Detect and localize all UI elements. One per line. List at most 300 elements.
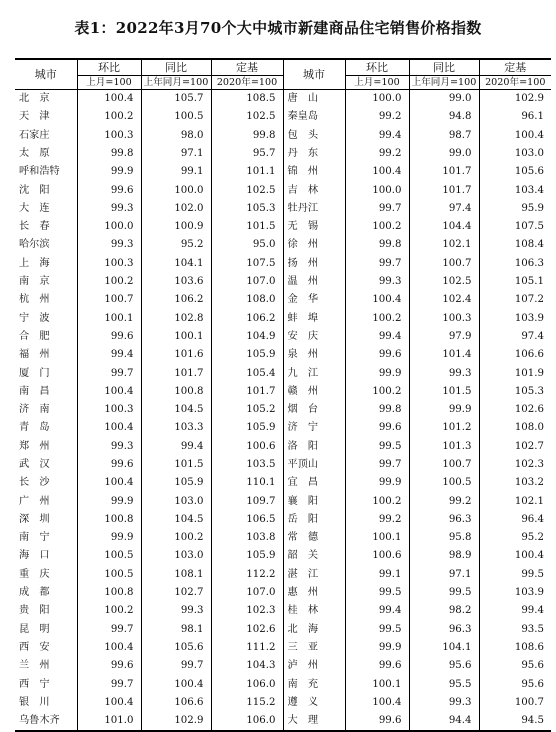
cell-city-left: 西 安: [19, 641, 50, 653]
cell-fixed-right: 101.9: [479, 364, 551, 382]
cell-city-right: 韶 关: [283, 547, 345, 565]
cell-mom-right: 99.3: [345, 273, 409, 291]
cell-city-left: 石家庄: [19, 129, 50, 141]
header-yoy-base-right: 上年同月=100: [409, 76, 479, 90]
table-row: [15, 127, 551, 145]
cell-yoy-right: 102.4: [409, 291, 479, 309]
cell-fixed-left: 106.0: [211, 676, 283, 694]
cell-fixed-left: 104.9: [211, 328, 283, 346]
cell-mom-right: 99.2: [345, 511, 409, 529]
cell-city-right: 南 充: [283, 676, 345, 694]
cell-yoy-left: 108.1: [141, 566, 211, 584]
cell-fixed-right: 102.7: [479, 438, 551, 456]
table-row: [15, 108, 551, 126]
cell-yoy-left: 105.7: [141, 90, 211, 109]
cell-city-right: 蚌 埠: [283, 310, 345, 328]
cell-yoy-left: 97.1: [141, 145, 211, 163]
table-row: [15, 438, 551, 456]
cell-mom-left: 100.4: [77, 419, 141, 437]
cell-city-right: 岳 阳: [283, 511, 345, 529]
cell-city-right: 惠 州: [283, 584, 345, 602]
header-mom-right: 环比: [345, 59, 409, 76]
cell-yoy-left: 103.3: [141, 419, 211, 437]
cell-mom-left: 99.7: [77, 364, 141, 382]
cell-mom-right: 99.1: [345, 566, 409, 584]
cell-mom-right: 100.4: [345, 291, 409, 309]
cell-mom-right: 99.7: [345, 255, 409, 273]
cell-mom-left: 99.9: [77, 529, 141, 547]
cell-yoy-right: 95.6: [409, 657, 479, 675]
cell-city-right: 安 庆: [283, 328, 345, 346]
table-row: [15, 273, 551, 291]
cell-mom-left: 100.8: [77, 511, 141, 529]
cell-yoy-right: 97.1: [409, 566, 479, 584]
cell-yoy-left: 101.6: [141, 346, 211, 364]
cell-mom-left: 100.3: [77, 127, 141, 145]
cell-fixed-left: 102.5: [211, 108, 283, 126]
cell-fixed-right: 106.3: [479, 255, 551, 273]
cell-city-left: 成 都: [19, 587, 50, 599]
cell-mom-left: 99.4: [77, 346, 141, 364]
cell-city-right: 湛 江: [283, 566, 345, 584]
cell-city-left: 青 岛: [19, 422, 50, 434]
cell-fixed-right: 97.4: [479, 328, 551, 346]
cell-yoy-right: 94.8: [409, 108, 479, 126]
cell-yoy-right: 104.1: [409, 639, 479, 657]
header-mom-base-right: 上月=100: [345, 76, 409, 90]
cell-city-right: 大 理: [283, 712, 345, 731]
cell-fixed-right: 108.6: [479, 639, 551, 657]
cell-yoy-left: 99.7: [141, 657, 211, 675]
cell-fixed-left: 106.5: [211, 511, 283, 529]
cell-fixed-left: 102.6: [211, 621, 283, 639]
cell-mom-right: 99.5: [345, 584, 409, 602]
cell-mom-left: 100.4: [77, 90, 141, 109]
cell-fixed-right: 102.3: [479, 456, 551, 474]
cell-mom-right: 99.4: [345, 602, 409, 620]
cell-mom-right: 99.7: [345, 456, 409, 474]
cell-yoy-left: 100.5: [141, 108, 211, 126]
cell-mom-left: 101.0: [77, 712, 141, 731]
cell-city-right: 锦 州: [283, 163, 345, 181]
table-header: [15, 59, 551, 90]
cell-fixed-right: 95.6: [479, 657, 551, 675]
header-yoy-right: 同比: [409, 59, 479, 76]
cell-city-left: 杭 州: [19, 294, 50, 306]
cell-yoy-right: 100.5: [409, 474, 479, 492]
cell-mom-left: 99.3: [77, 236, 141, 254]
cell-mom-left: 99.7: [77, 676, 141, 694]
table-row: [15, 547, 551, 565]
cell-yoy-right: 94.4: [409, 712, 479, 731]
cell-fixed-left: 102.3: [211, 602, 283, 620]
cell-mom-left: 100.5: [77, 547, 141, 565]
table-row: [15, 694, 551, 712]
cell-fixed-right: 103.0: [479, 145, 551, 163]
cell-city-left: 兰 州: [19, 660, 50, 672]
header-yoy-left: 同比: [141, 59, 211, 76]
cell-mom-right: 100.2: [345, 383, 409, 401]
table-row: [15, 236, 551, 254]
cell-fixed-left: 105.4: [211, 364, 283, 382]
cell-yoy-right: 97.9: [409, 328, 479, 346]
cell-yoy-right: 95.8: [409, 529, 479, 547]
cell-fixed-right: 105.3: [479, 383, 551, 401]
cell-city-right: 常 德: [283, 529, 345, 547]
cell-fixed-left: 111.2: [211, 639, 283, 657]
table-row: [15, 346, 551, 364]
cell-yoy-right: 99.3: [409, 694, 479, 712]
cell-city-left: 济 南: [19, 404, 50, 416]
cell-mom-right: 100.4: [345, 163, 409, 181]
cell-city-right: 洛 阳: [283, 438, 345, 456]
cell-city-left: 贵 阳: [19, 605, 50, 617]
header-fixed-left: 定基: [211, 59, 283, 76]
cell-mom-right: 99.8: [345, 236, 409, 254]
cell-fixed-right: 100.4: [479, 127, 551, 145]
cell-yoy-left: 102.0: [141, 200, 211, 218]
table-row: [15, 383, 551, 401]
cell-mom-right: 99.6: [345, 657, 409, 675]
cell-mom-left: 100.3: [77, 401, 141, 419]
table-row: [15, 529, 551, 547]
cell-mom-left: 99.7: [77, 621, 141, 639]
cell-mom-right: 99.2: [345, 145, 409, 163]
cell-yoy-left: 100.0: [141, 181, 211, 199]
cell-fixed-left: 107.0: [211, 273, 283, 291]
cell-city-left: 南 昌: [19, 385, 50, 397]
cell-fixed-left: 105.9: [211, 547, 283, 565]
cell-yoy-left: 104.5: [141, 511, 211, 529]
cell-city-left: 长 春: [19, 221, 50, 233]
table-row: [15, 639, 551, 657]
cell-mom-left: 100.2: [77, 602, 141, 620]
cell-city-right: 金 华: [283, 291, 345, 309]
cell-city-left: 郑 州: [19, 440, 50, 452]
cell-yoy-right: 99.0: [409, 90, 479, 109]
cell-yoy-left: 102.7: [141, 584, 211, 602]
cell-mom-right: 99.4: [345, 127, 409, 145]
cell-mom-right: 99.6: [345, 712, 409, 731]
cell-fixed-left: 95.0: [211, 236, 283, 254]
cell-city-left: 西 宁: [19, 678, 50, 690]
cell-yoy-left: 100.2: [141, 529, 211, 547]
cell-yoy-right: 98.2: [409, 602, 479, 620]
cell-fixed-right: 105.1: [479, 273, 551, 291]
cell-yoy-right: 99.2: [409, 493, 479, 511]
cell-fixed-right: 100.4: [479, 547, 551, 565]
cell-mom-left: 100.5: [77, 566, 141, 584]
cell-mom-right: 100.1: [345, 529, 409, 547]
cell-yoy-right: 98.9: [409, 547, 479, 565]
cell-yoy-left: 103.0: [141, 547, 211, 565]
cell-fixed-right: 102.1: [479, 493, 551, 511]
cell-city-right: 泸 州: [283, 657, 345, 675]
cell-fixed-right: 99.5: [479, 566, 551, 584]
cell-fixed-left: 115.2: [211, 694, 283, 712]
cell-mom-right: 99.6: [345, 419, 409, 437]
cell-city-right: 宜 昌: [283, 474, 345, 492]
cell-mom-left: 99.6: [77, 181, 141, 199]
cell-mom-left: 99.3: [77, 438, 141, 456]
table-row: [15, 364, 551, 382]
cell-fixed-left: 107.0: [211, 584, 283, 602]
cell-mom-right: 99.2: [345, 108, 409, 126]
cell-mom-left: 100.2: [77, 273, 141, 291]
table-row: [15, 163, 551, 181]
cell-fixed-left: 101.1: [211, 163, 283, 181]
cell-mom-right: 99.9: [345, 474, 409, 492]
cell-city-right: 烟 台: [283, 401, 345, 419]
table-row: [15, 291, 551, 309]
cell-fixed-right: 105.6: [479, 163, 551, 181]
cell-city-left: 南 京: [19, 276, 50, 288]
cell-yoy-left: 99.4: [141, 438, 211, 456]
cell-city-right: 泉 州: [283, 346, 345, 364]
cell-city-left: 呼和浩特: [19, 166, 60, 178]
table-row: [15, 584, 551, 602]
cell-fixed-left: 105.9: [211, 346, 283, 364]
table-row: [15, 328, 551, 346]
cell-fixed-right: 106.6: [479, 346, 551, 364]
table-row: [15, 456, 551, 474]
cell-yoy-left: 102.9: [141, 712, 211, 731]
cell-mom-left: 99.6: [77, 456, 141, 474]
cell-yoy-right: 101.2: [409, 419, 479, 437]
cell-fixed-right: 94.5: [479, 712, 551, 731]
cell-yoy-left: 103.6: [141, 273, 211, 291]
header-fixed-base-right: 2020年=100: [479, 76, 551, 90]
cell-city-left: 哈尔滨: [19, 239, 50, 251]
cell-yoy-left: 101.5: [141, 456, 211, 474]
cell-yoy-right: 95.5: [409, 676, 479, 694]
cell-city-right: 唐 山: [283, 90, 345, 109]
cell-fixed-left: 99.8: [211, 127, 283, 145]
table-row: [15, 181, 551, 199]
cell-yoy-left: 105.9: [141, 474, 211, 492]
cell-city-right: 赣 州: [283, 383, 345, 401]
cell-mom-left: 99.9: [77, 493, 141, 511]
cell-yoy-right: 100.3: [409, 310, 479, 328]
cell-yoy-right: 100.7: [409, 255, 479, 273]
cell-fixed-left: 105.9: [211, 419, 283, 437]
cell-yoy-left: 99.3: [141, 602, 211, 620]
cell-city-left: 沈 阳: [19, 184, 50, 196]
cell-fixed-right: 96.4: [479, 511, 551, 529]
cell-city-left: 北 京: [19, 93, 50, 105]
cell-yoy-left: 106.2: [141, 291, 211, 309]
cell-mom-right: 100.2: [345, 493, 409, 511]
cell-mom-right: 99.6: [345, 346, 409, 364]
table-title: 表1：2022年3月70个大中城市新建商品住宅销售价格指数: [74, 19, 482, 37]
cell-city-left: 海 口: [19, 550, 50, 562]
cell-city-right: 温 州: [283, 273, 345, 291]
cell-fixed-left: 106.2: [211, 310, 283, 328]
table-row: [15, 511, 551, 529]
cell-mom-right: 99.7: [345, 200, 409, 218]
cell-city-left: 大 连: [19, 202, 50, 214]
cell-yoy-left: 100.4: [141, 676, 211, 694]
cell-city-left: 太 原: [19, 147, 50, 159]
cell-fixed-left: 107.5: [211, 255, 283, 273]
cell-fixed-left: 100.6: [211, 438, 283, 456]
table-row: [15, 474, 551, 492]
cell-fixed-right: 102.6: [479, 401, 551, 419]
cell-city-right: 平顶山: [283, 456, 345, 474]
cell-city-left: 厦 门: [19, 367, 50, 379]
table-row: [15, 676, 551, 694]
cell-mom-left: 100.4: [77, 639, 141, 657]
cell-city-right: 济 宁: [283, 419, 345, 437]
cell-fixed-right: 100.7: [479, 694, 551, 712]
cell-fixed-right: 107.5: [479, 218, 551, 236]
cell-yoy-left: 104.5: [141, 401, 211, 419]
table-body: [15, 90, 551, 732]
cell-mom-right: 99.8: [345, 401, 409, 419]
cell-city-right: 襄 阳: [283, 493, 345, 511]
cell-city-right: 吉 林: [283, 181, 345, 199]
cell-mom-left: 100.4: [77, 474, 141, 492]
cell-yoy-left: 104.1: [141, 255, 211, 273]
cell-fixed-left: 103.5: [211, 456, 283, 474]
cell-mom-right: 99.5: [345, 621, 409, 639]
cell-mom-right: 100.0: [345, 181, 409, 199]
table-row: [15, 602, 551, 620]
cell-yoy-right: 96.3: [409, 621, 479, 639]
cell-yoy-right: 100.7: [409, 456, 479, 474]
table-row: [15, 419, 551, 437]
cell-city-right: 遵 义: [283, 694, 345, 712]
cell-yoy-left: 101.7: [141, 364, 211, 382]
header-city-right: 城市: [283, 59, 345, 90]
cell-mom-right: 99.5: [345, 438, 409, 456]
cell-fixed-left: 103.8: [211, 529, 283, 547]
cell-mom-left: 99.6: [77, 657, 141, 675]
cell-mom-left: 99.3: [77, 200, 141, 218]
table-row: [15, 218, 551, 236]
cell-city-right: 丹 东: [283, 145, 345, 163]
cell-mom-left: 100.4: [77, 383, 141, 401]
cell-mom-left: 100.0: [77, 218, 141, 236]
cell-city-right: 包 头: [283, 127, 345, 145]
table-row: [15, 621, 551, 639]
cell-mom-right: 100.4: [345, 694, 409, 712]
header-mom-left: 环比: [77, 59, 141, 76]
cell-fixed-left: 95.7: [211, 145, 283, 163]
cell-fixed-left: 108.0: [211, 291, 283, 309]
table-row: [15, 401, 551, 419]
cell-yoy-right: 101.3: [409, 438, 479, 456]
cell-mom-left: 100.1: [77, 310, 141, 328]
cell-fixed-right: 103.9: [479, 584, 551, 602]
cell-city-left: 武 汉: [19, 458, 50, 470]
cell-fixed-left: 101.5: [211, 218, 283, 236]
header-mom-base-left: 上月=100: [77, 76, 141, 90]
cell-yoy-left: 100.1: [141, 328, 211, 346]
header-city-left: 城市: [15, 59, 77, 90]
cell-fixed-right: 95.6: [479, 676, 551, 694]
header-yoy-base-left: 上年同月=100: [141, 76, 211, 90]
cell-city-left: 合 肥: [19, 330, 50, 342]
cell-yoy-left: 98.0: [141, 127, 211, 145]
cell-fixed-right: 102.9: [479, 90, 551, 109]
cell-mom-left: 100.2: [77, 108, 141, 126]
cell-yoy-right: 99.0: [409, 145, 479, 163]
cell-mom-right: 99.9: [345, 364, 409, 382]
price-index-table: [15, 58, 551, 732]
cell-city-left: 重 庆: [19, 568, 50, 580]
cell-yoy-left: 95.2: [141, 236, 211, 254]
cell-yoy-left: 105.6: [141, 639, 211, 657]
cell-yoy-left: 98.1: [141, 621, 211, 639]
cell-yoy-right: 96.3: [409, 511, 479, 529]
cell-yoy-right: 101.4: [409, 346, 479, 364]
cell-mom-right: 99.9: [345, 639, 409, 657]
cell-yoy-right: 99.9: [409, 401, 479, 419]
table-row: [15, 200, 551, 218]
cell-yoy-left: 106.6: [141, 694, 211, 712]
table-row: [15, 493, 551, 511]
cell-yoy-right: 102.5: [409, 273, 479, 291]
cell-yoy-right: 101.7: [409, 163, 479, 181]
cell-fixed-right: 103.9: [479, 310, 551, 328]
table-row: [15, 255, 551, 273]
cell-mom-right: 99.4: [345, 328, 409, 346]
cell-yoy-right: 97.4: [409, 200, 479, 218]
cell-fixed-left: 106.0: [211, 712, 283, 731]
cell-city-left: 南 宁: [19, 532, 50, 544]
cell-fixed-right: 108.0: [479, 419, 551, 437]
cell-yoy-left: 103.0: [141, 493, 211, 511]
cell-fixed-right: 108.4: [479, 236, 551, 254]
table-row: [15, 310, 551, 328]
cell-fixed-left: 110.1: [211, 474, 283, 492]
cell-fixed-right: 103.4: [479, 181, 551, 199]
cell-yoy-left: 100.9: [141, 218, 211, 236]
cell-mom-right: 100.2: [345, 310, 409, 328]
cell-fixed-left: 112.2: [211, 566, 283, 584]
cell-city-right: 桂 林: [283, 602, 345, 620]
cell-fixed-left: 104.3: [211, 657, 283, 675]
cell-yoy-right: 101.5: [409, 383, 479, 401]
cell-yoy-right: 99.5: [409, 584, 479, 602]
cell-city-right: 徐 州: [283, 236, 345, 254]
cell-yoy-right: 102.1: [409, 236, 479, 254]
cell-city-left: 深 圳: [19, 513, 50, 525]
cell-city-left: 广 州: [19, 495, 50, 507]
cell-mom-right: 100.6: [345, 547, 409, 565]
cell-yoy-left: 100.8: [141, 383, 211, 401]
cell-city-left: 宁 波: [19, 312, 50, 324]
cell-city-left: 天 津: [19, 111, 50, 123]
cell-fixed-left: 105.3: [211, 200, 283, 218]
header-fixed-right: 定基: [479, 59, 551, 76]
cell-yoy-right: 99.3: [409, 364, 479, 382]
cell-fixed-right: 99.4: [479, 602, 551, 620]
cell-mom-left: 99.8: [77, 145, 141, 163]
cell-city-right: 秦皇岛: [283, 108, 345, 126]
cell-mom-left: 100.7: [77, 291, 141, 309]
cell-city-right: 牡丹江: [283, 200, 345, 218]
cell-fixed-left: 108.5: [211, 90, 283, 109]
cell-yoy-right: 101.7: [409, 181, 479, 199]
cell-mom-left: 99.9: [77, 163, 141, 181]
cell-city-left: 上 海: [19, 257, 50, 269]
cell-city-left: 乌鲁木齐: [15, 712, 77, 731]
table-row: [15, 657, 551, 675]
cell-yoy-left: 99.1: [141, 163, 211, 181]
cell-mom-right: 100.1: [345, 676, 409, 694]
